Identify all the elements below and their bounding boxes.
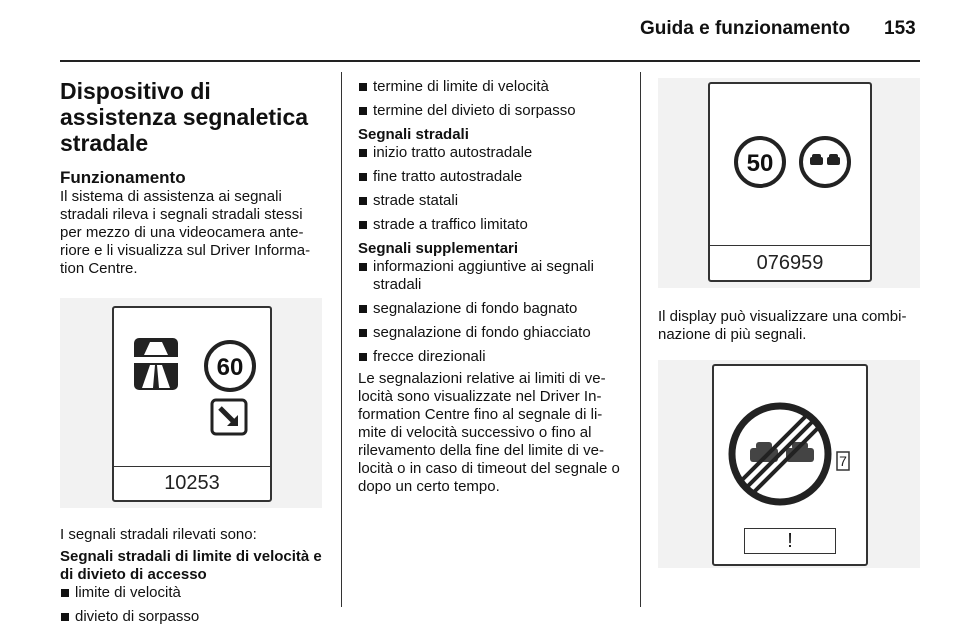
header-rule — [60, 60, 920, 62]
page-number: 153 — [884, 18, 916, 39]
road-signs-heading: Segnali stradali — [358, 126, 469, 143]
detected-intro: I segnali stradali rilevati sono: — [60, 526, 257, 543]
page-header-title: Guida e funzionamento — [640, 18, 851, 39]
section-title: Dispositivo di assistenza segnaletica stradale — [60, 78, 309, 156]
list-item: informazioni aggiuntive ai segnali stradali — [358, 258, 626, 294]
list-item: limite di velocità — [60, 584, 326, 602]
list-item: divieto di sorpasso — [60, 608, 326, 626]
motorway-start-icon — [134, 338, 178, 390]
speed-limit-sign-icon — [206, 342, 254, 390]
figure-caption: Il display può visualizzare una combi-nazione di più segnali. — [658, 308, 907, 343]
no-overtaking-sign-icon — [801, 138, 849, 186]
list-item: segnalazione di fondo bagnato — [358, 300, 626, 318]
end-no-overtaking-sign-icon — [732, 406, 828, 502]
list-item: strade statali — [358, 192, 626, 210]
supplementary-signs-heading: Segnali supplementari — [358, 240, 519, 257]
figure-speed-no-overtaking — [658, 78, 920, 288]
dic-display-panel — [112, 306, 272, 502]
small-supplementary-icon — [837, 452, 849, 470]
list-item: strade a traffico limitato — [358, 216, 626, 234]
list-item: frecce direzionali — [358, 348, 626, 366]
list-item: termine di limite di velocità — [358, 78, 626, 96]
subsection-title: Funzionamento — [60, 168, 186, 187]
panel-code-area — [710, 245, 870, 280]
dic-display-panel — [712, 364, 868, 566]
speed-value: 50 — [746, 150, 774, 177]
list-item: fine tratto autostradale — [358, 168, 626, 186]
limits-heading: Segnali stradali di limite di velocità e di divieto di accesso — [60, 548, 322, 583]
panel-code-area — [114, 466, 270, 500]
column-divider-2 — [640, 72, 641, 607]
speed-limit-sign-icon — [736, 138, 784, 186]
column-divider-1 — [341, 72, 342, 607]
column-1 — [60, 78, 326, 630]
odometer-code: 10253 — [164, 472, 220, 494]
speed-value: 60 — [216, 354, 244, 381]
odometer-code: 076959 — [756, 252, 824, 274]
intro-paragraph: Il sistema di assistenza ai segnali stradali rileva i segnali stradali stessi per mezzo di una videocamera ante-riore e li visualizza sul Driver Informa-tion Centre. — [60, 188, 311, 277]
signs-graphic — [710, 84, 870, 244]
small-label: 7 — [839, 453, 847, 469]
list-item: inizio tratto autostradale — [358, 144, 626, 162]
figure-end-no-overtaking — [658, 360, 920, 568]
column-2 — [358, 78, 626, 496]
figure-motorway-speed — [60, 298, 322, 508]
warning-mark: ! — [787, 530, 793, 552]
dic-display-panel — [708, 82, 872, 282]
warning-box — [744, 528, 836, 554]
closing-paragraph: Le segnalazioni relative ai limiti di ve-locità sono visualizzate nel Driver In-formation Centre fino al segnale di li-mite di velocità successivo o fino al rilevamento della fine del limite di ve-locità o in caso di timeout del segnale o dopo un certo tempo. — [358, 370, 620, 495]
list-item: termine del divieto di sorpasso — [358, 102, 626, 120]
signs-graphic — [114, 308, 270, 463]
signs-graphic — [714, 366, 866, 516]
column-3 — [658, 78, 922, 568]
list-item: segnalazione di fondo ghiacciato — [358, 324, 626, 342]
direction-arrow-icon — [212, 400, 246, 434]
